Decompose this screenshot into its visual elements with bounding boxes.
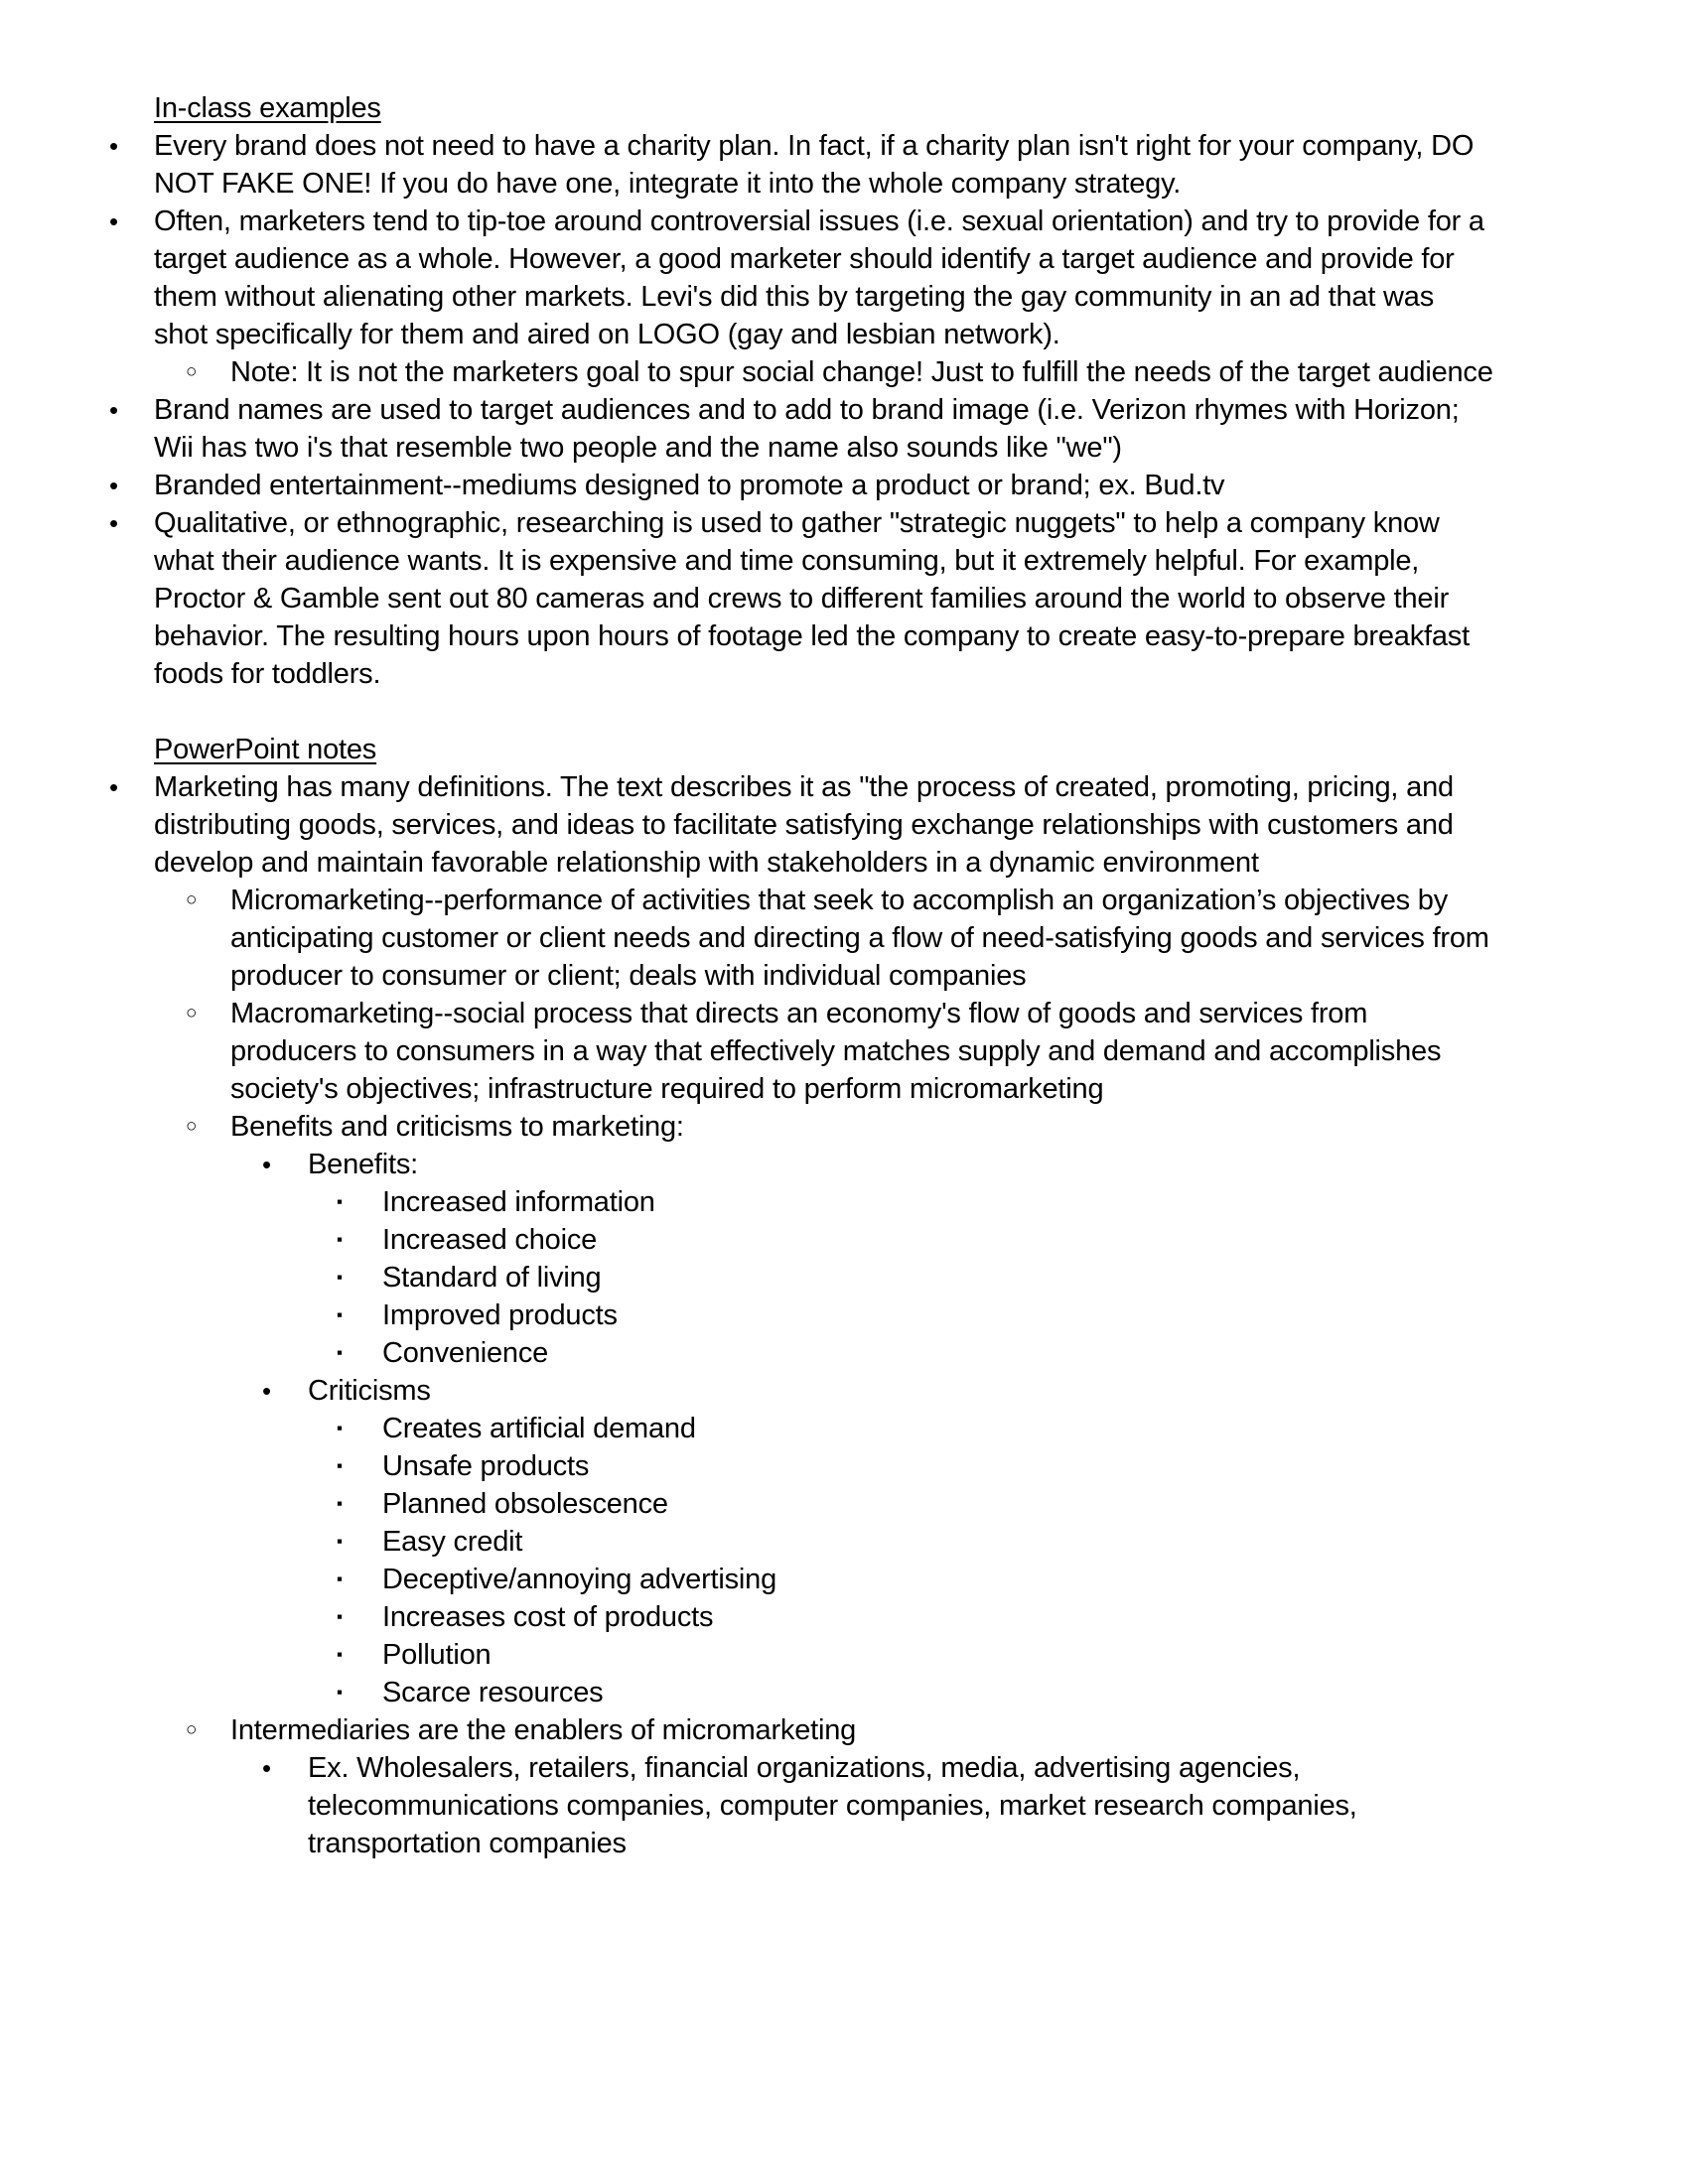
bullet-text: Micromarketing--performance of activities that seek to accomplish an organization’s objectives by anticipating customer or client needs and directing a flow of need-satisfying goods and services from producer to consumer or client; deals with individual companies <box>230 885 1489 992</box>
bullet-item <box>0 1108 1494 1146</box>
bullet-item <box>0 1334 1494 1372</box>
bullet-text: Deceptive/annoying advertising <box>382 1564 777 1595</box>
bullet-square-icon: ▪ <box>337 1683 343 1702</box>
bullet-disc-icon: • <box>262 1376 271 1406</box>
bullet-square-icon: ▪ <box>337 1456 343 1475</box>
section-heading <box>0 89 1494 127</box>
section-heading-text: In-class examples <box>154 92 381 124</box>
bullet-disc-icon: • <box>262 1753 271 1783</box>
bullet-circle-icon: ○ <box>186 361 198 382</box>
bullet-square-icon: ▪ <box>337 1305 343 1324</box>
bullet-text: Qualitative, or ethnographic, researching is used to gather "strategic nuggets" to help a company know what their audience wants. It is expensive and time consuming, but it extremely helpful. For example, Proctor & Gamble sent out 80 cameras and crews to different families around the world to observe their behavior. The resulting hours upon hours of footage led the company to create easy-to-prepare breakfast foods for toddlers. <box>154 507 1470 690</box>
bullet-text: Increases cost of products <box>382 1601 714 1633</box>
bullet-circle-icon: ○ <box>186 1719 198 1740</box>
bullet-circle-icon: ○ <box>186 1003 198 1024</box>
bullet-circle-icon: ○ <box>186 889 198 910</box>
bullet-disc-icon: • <box>109 395 118 425</box>
section-heading <box>0 731 1494 768</box>
bullet-text: Intermediaries are the enablers of micromarketing <box>230 1714 857 1746</box>
bullet-square-icon: ▪ <box>337 1494 343 1513</box>
notes-section <box>0 89 1494 693</box>
notes-section <box>0 731 1494 1862</box>
bullet-text: Benefits: <box>308 1149 419 1180</box>
bullet-item <box>0 1636 1494 1674</box>
bullet-square-icon: ▪ <box>337 1645 343 1664</box>
bullet-item <box>0 882 1494 995</box>
bullet-text: Pollution <box>382 1639 492 1671</box>
bullet-item <box>0 1183 1494 1221</box>
bullet-square-icon: ▪ <box>337 1268 343 1287</box>
bullet-square-icon: ▪ <box>337 1192 343 1211</box>
bullet-item <box>0 467 1494 504</box>
bullet-square-icon: ▪ <box>337 1607 343 1626</box>
document <box>0 89 1494 1862</box>
bullet-item <box>0 1146 1494 1183</box>
bullet-text: Every brand does not need to have a charity plan. In fact, if a charity plan isn't right for your company, DO NOT FAKE ONE! If you do have one, integrate it into the whole company strategy. <box>154 130 1475 200</box>
bullet-text: Planned obsolescence <box>382 1488 668 1520</box>
bullet-text: Increased information <box>382 1186 655 1218</box>
bullet-text: Macromarketing--social process that directs an economy's flow of goods and services from producers to consumers in a way that effectively matches supply and demand and accomplishes society's objectives; infrastructure required to perform micromarketing <box>230 998 1442 1105</box>
bullet-item <box>0 1749 1494 1862</box>
bullet-disc-icon: • <box>109 131 118 161</box>
bullet-text: Standard of living <box>382 1262 602 1294</box>
bullet-square-icon: ▪ <box>337 1532 343 1551</box>
bullet-text: Creates artificial demand <box>382 1413 696 1444</box>
bullet-item <box>0 1410 1494 1447</box>
bullet-item <box>0 504 1494 693</box>
bullet-item <box>0 353 1494 391</box>
bullet-item <box>0 391 1494 467</box>
bullet-disc-icon: • <box>109 471 118 500</box>
bullet-text: Criticisms <box>308 1375 431 1407</box>
bullet-disc-icon: • <box>109 772 118 802</box>
bullet-item <box>0 1297 1494 1334</box>
section-heading-text: PowerPoint notes <box>154 734 377 765</box>
bullet-item <box>0 1259 1494 1297</box>
bullet-text: Easy credit <box>382 1526 523 1558</box>
bullet-item <box>0 1447 1494 1485</box>
bullet-item <box>0 127 1494 203</box>
bullet-text: Often, marketers tend to tip-toe around controversial issues (i.e. sexual orientation) and try to provide for a target audience as a whole. However, a good marketer should identify a target audience and provide for them without alienating other markets. Levi's did this by targeting the gay community in an ad that was shot specifically for them and aired on LOGO (gay and lesbian network). <box>154 205 1484 350</box>
bullet-item <box>0 1372 1494 1410</box>
bullet-text: Brand names are used to target audiences and to add to brand image (i.e. Verizon rhymes with Horizon; Wii has two i's that resemble two people and the name also sounds like "we") <box>154 394 1460 464</box>
bullet-square-icon: ▪ <box>337 1230 343 1249</box>
bullet-item <box>0 1598 1494 1636</box>
bullet-text: Convenience <box>382 1337 549 1369</box>
bullet-text: Unsafe products <box>382 1450 590 1482</box>
bullet-text: Benefits and criticisms to marketing: <box>230 1111 684 1143</box>
bullet-item <box>0 995 1494 1108</box>
bullet-square-icon: ▪ <box>337 1343 343 1362</box>
bullet-text: Branded entertainment--mediums designed to promote a product or brand; ex. Bud.tv <box>154 470 1225 501</box>
bullet-item <box>0 203 1494 353</box>
bullet-text: Marketing has many definitions. The text describes it as "the process of created, promoting, pricing, and distributing goods, services, and ideas to facilitate satisfying exchange relationships with customers and develop and maintain favorable relationship with stakeholders in a dynamic environment <box>154 771 1454 879</box>
bullet-item <box>0 1674 1494 1711</box>
bullet-disc-icon: • <box>109 206 118 236</box>
bullet-square-icon: ▪ <box>337 1570 343 1588</box>
bullet-text: Scarce resources <box>382 1677 604 1708</box>
bullet-item <box>0 1711 1494 1749</box>
bullet-circle-icon: ○ <box>186 1116 198 1137</box>
bullet-text: Note: It is not the marketers goal to spur social change! Just to fulfill the needs of the target audience <box>230 356 1493 388</box>
bullet-text: Improved products <box>382 1299 618 1331</box>
bullet-item <box>0 1523 1494 1561</box>
bullet-disc-icon: • <box>109 508 118 538</box>
bullet-item <box>0 768 1494 882</box>
bullet-square-icon: ▪ <box>337 1419 343 1437</box>
bullet-text: Increased choice <box>382 1224 598 1256</box>
bullet-item <box>0 1561 1494 1598</box>
bullet-item <box>0 1485 1494 1523</box>
bullet-text: Ex. Wholesalers, retailers, financial organizations, media, advertising agencies, telecommunications companies, computer companies, market research companies, transportation companies <box>308 1752 1357 1859</box>
bullet-disc-icon: • <box>262 1150 271 1179</box>
bullet-item <box>0 1221 1494 1259</box>
